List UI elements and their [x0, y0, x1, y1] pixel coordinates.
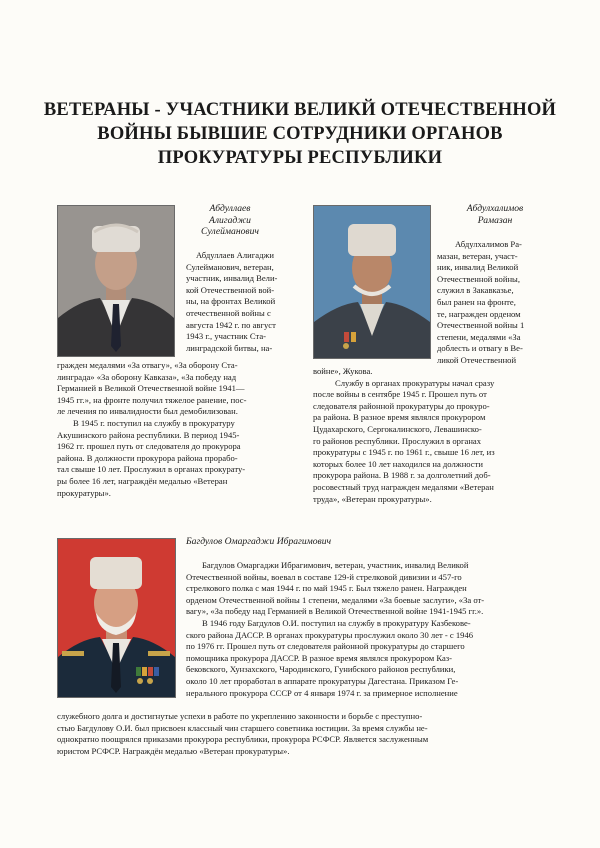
veteran3-photo [57, 538, 176, 698]
veteran2-biography: войне», Жукова. Службу в органах прокуратуры начал сразу после войны в сентябре 1945 г. Прошел путь от следователя районной прокуратуры до прокуро- ра района. В разное время являлся прокурором Цудахарского, Сергокалинского, Левашинско- го районов республики. Прослужил в органах прокуратуры с 1945 г. по 1961 г., свыше 16 лет, из которых более 10 лет находился на должности прокурора района. В 1988 г. за долголетний доб- росовестный труд награжден медалями «Ветеран труда», «Ветеран прокуратуры». [313, 366, 495, 504]
veteran1-intro: Абдуллаев Алигаджи Сулейманович, ветеран, участник, инвалид Вели- кой Отечественной вой- ны, на фронтах Великой отечественной войны с августа 1942 г. по август 1943 г., участник Ста- линградской битвы, на- [186, 250, 278, 353]
veteran2-intro: Абдулхалимов Ра- мазан, ветеран, участ- ник, инвалид Великой Отечественной войны, служил в Закавказье, был ранен на фронте, те, награжден орденом Отечественной войны 1 степени, медалями «За доблесть и отвагу в Ве- ликой Отечественной [437, 239, 525, 365]
veteran2-photo [313, 205, 431, 359]
veteran3-biography-top: Багдулов Омаргаджи Ибрагимович, ветеран, участник, инвалид Великой Отечественной войны, воевал в составе 129-й стрелковой дивизии и 457-го стрелкового полка с мая 1944 г. по май 1945 г. Был тяжело ранен. Награжден орденом Отечественной войны 1 степени, медалями «За боевые заслуги», «За от- вагу», «За победу над Германией в Великой Отечественной войне 1941-1945 гг.». В 1946 году Багдулов О.И. поступил на службу в прокуратуру Казбекове- ского района ДАССР. В органах прокуратуры прослужил около 30 лет - с 1946 по 1976 гг. Прошел путь от следователя районной прокуратуры до старшего помощника прокурора ДАССР. В разное время являлся прокурором Каз- бековского, Хунзахского, Чародинского, Гунибского районов республики, около 10 лет проработал в аппарате прокуратуры Дагестана. Приказом Ге- нерального прокурора СССР от 4 января 1974 г. за примерное исполнение [186, 560, 485, 698]
title-line: ВЕТЕРАНЫ - УЧАСТНИКИ ВЕЛИКЙ ОТЕЧЕСТВЕННОЙ [43, 100, 557, 120]
veteran1-biography: гражден медалями «За отвагу», «За оборону Ста- линграда» «За оборону Кавказа», «За победу над Германией в Великой Отечественной войне 1941— 1945 гг.», на фронте получил тяжелое ранение, пос- ле лечения по инвалидности был демобилизован. В 1945 г. поступил на службу в прокуратуру Акушинского района республики. В период 1945- 1962 гг. прошел путь от следователя до прокурора района. В должности прокурора района прорабо- тал свыше 10 лет. Прослужил в органах прокурату- ры более 16 лет, награждён медалью «Ветеран прокуратуры». [57, 360, 247, 498]
veteran3-biography-bottom: служебного долга и достигнутые успехи в работе по укреплению законности и борьбе с преступно- стью Багдулову О.И. был присвоен классный чин старшего советника юстиции. За время службы не- однократно поощрялся приказами прокурора республики, прокурора РСФСР. Является заслуженным юристом РСФСР. Награждён медалью «Ветеран прокуратуры». [57, 711, 429, 756]
veteran1-photo [57, 205, 175, 357]
page-title [20, 98, 580, 170]
veteran1-name: Абдуллаев Алигаджи Сулейманович [201, 203, 259, 238]
title-line: ПРОКУРАТУРЫ РЕСПУБЛИКИ [157, 148, 443, 168]
veteran3-name: Багдулов Омаргаджи Ибрагимович [186, 536, 332, 547]
veteran2-name: Абдулхалимов Рамазан [466, 203, 524, 226]
title-line: ВОЙНЫ БЫВШИЕ СОТРУДНИКИ ОРГАНОВ [97, 124, 503, 144]
